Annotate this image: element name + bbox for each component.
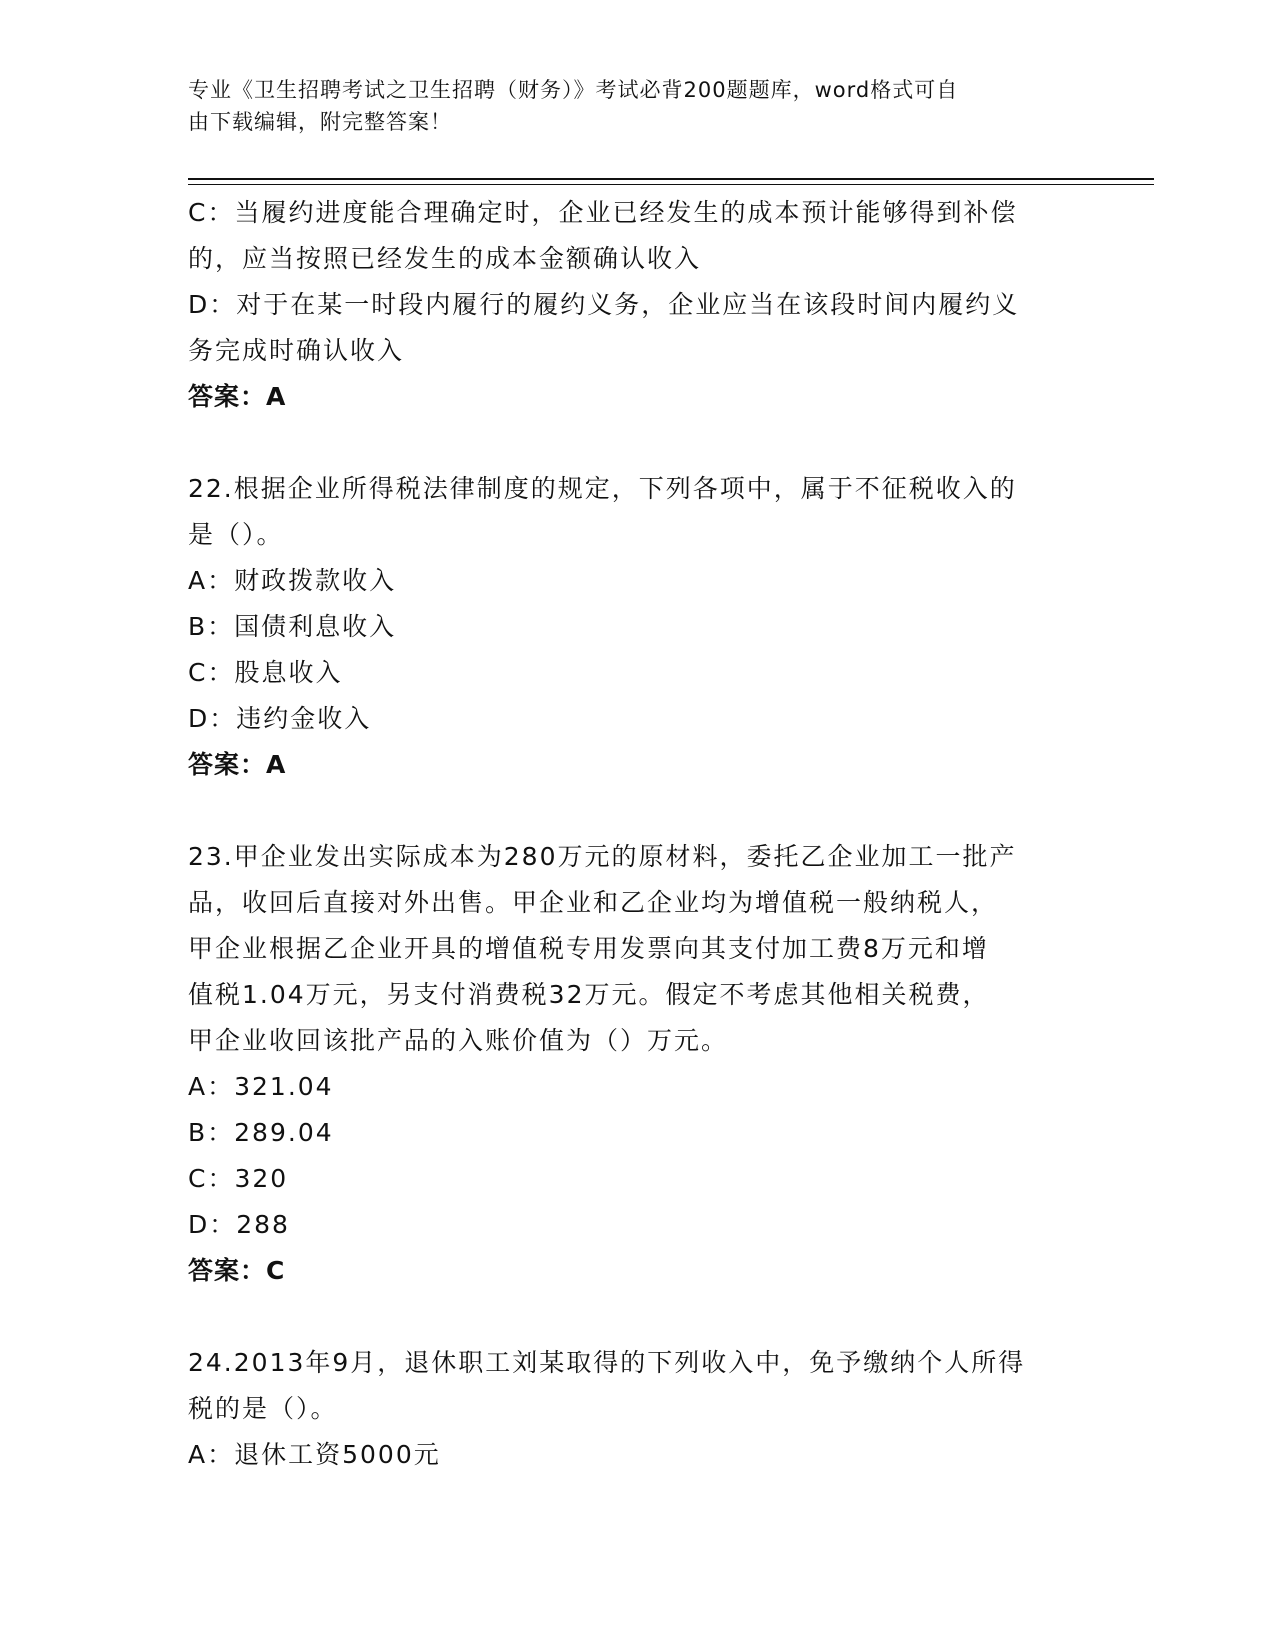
question-24-option-a: A：退休工资5000元: [188, 1440, 441, 1469]
header-line-1: 专业《卫生招聘考试之卫生招聘（财务）》考试必背200题题库，word格式可自: [188, 78, 959, 102]
document-header: [188, 74, 1078, 138]
question-24-stem-line-2: 税的是（）。: [188, 1394, 338, 1423]
question-22-option-c: C：股息收入: [188, 658, 343, 687]
question-23-option-a: A：321.04: [188, 1072, 334, 1101]
question-21-tail: [188, 190, 1078, 420]
option-d-line-1: D：对于在某一时段内履行的履约义务，企业应当在该段时间内履约义: [188, 290, 1020, 319]
question-23-option-d: D：288: [188, 1210, 290, 1239]
option-d-line-2: 务完成时确认收入: [188, 336, 405, 365]
question-23-option-b: B：289.04: [188, 1118, 334, 1147]
question-23-stem-line-2: 品，收回后直接对外出售。甲企业和乙企业均为增值税一般纳税人，: [188, 888, 999, 917]
header-line-2: 由下载编辑，附完整答案！: [188, 110, 452, 134]
answer-23: 答案：C: [188, 1256, 286, 1285]
question-22-stem-line-1: 22.根据企业所得税法律制度的规定，下列各项中，属于不征税收入的: [188, 474, 1017, 503]
option-c-line-1: C：当履约进度能合理确定时，企业已经发生的成本预计能够得到补偿: [188, 198, 1018, 227]
answer-22: 答案：A: [188, 750, 287, 779]
question-23-option-c: C：320: [188, 1164, 289, 1193]
question-content: [188, 190, 1078, 1478]
option-c-line-2: 的，应当按照已经发生的成本金额确认收入: [188, 244, 702, 273]
spacer: [188, 788, 1078, 834]
question-22-option-d: D：违约金收入: [188, 704, 372, 733]
question-22: [188, 466, 1078, 788]
spacer: [188, 1294, 1078, 1340]
header-divider-thick: [188, 178, 1154, 180]
question-23-stem-line-4: 值税1.04万元，另支付消费税32万元。假定不考虑其他相关税费，: [188, 980, 990, 1009]
question-22-stem-line-2: 是（）。: [188, 520, 284, 549]
question-24-stem-line-1: 24.2013年9月，退休职工刘某取得的下列收入中，免予缴纳个人所得: [188, 1348, 1026, 1377]
question-22-option-a: A：财政拨款收入: [188, 566, 397, 595]
question-24: [188, 1340, 1078, 1478]
header-divider-thin: [188, 184, 1154, 185]
question-22-option-b: B：国债利息收入: [188, 612, 397, 641]
answer-21: 答案：A: [188, 382, 287, 411]
question-23-stem-line-5: 甲企业收回该批产品的入账价值为（）万元。: [188, 1026, 729, 1055]
spacer: [188, 420, 1078, 466]
question-23-stem-line-1: 23.甲企业发出实际成本为280万元的原材料，委托乙企业加工一批产: [188, 842, 1017, 871]
question-23: [188, 834, 1078, 1294]
question-23-stem-line-3: 甲企业根据乙企业开具的增值税专用发票向其支付加工费8万元和增: [188, 934, 989, 963]
